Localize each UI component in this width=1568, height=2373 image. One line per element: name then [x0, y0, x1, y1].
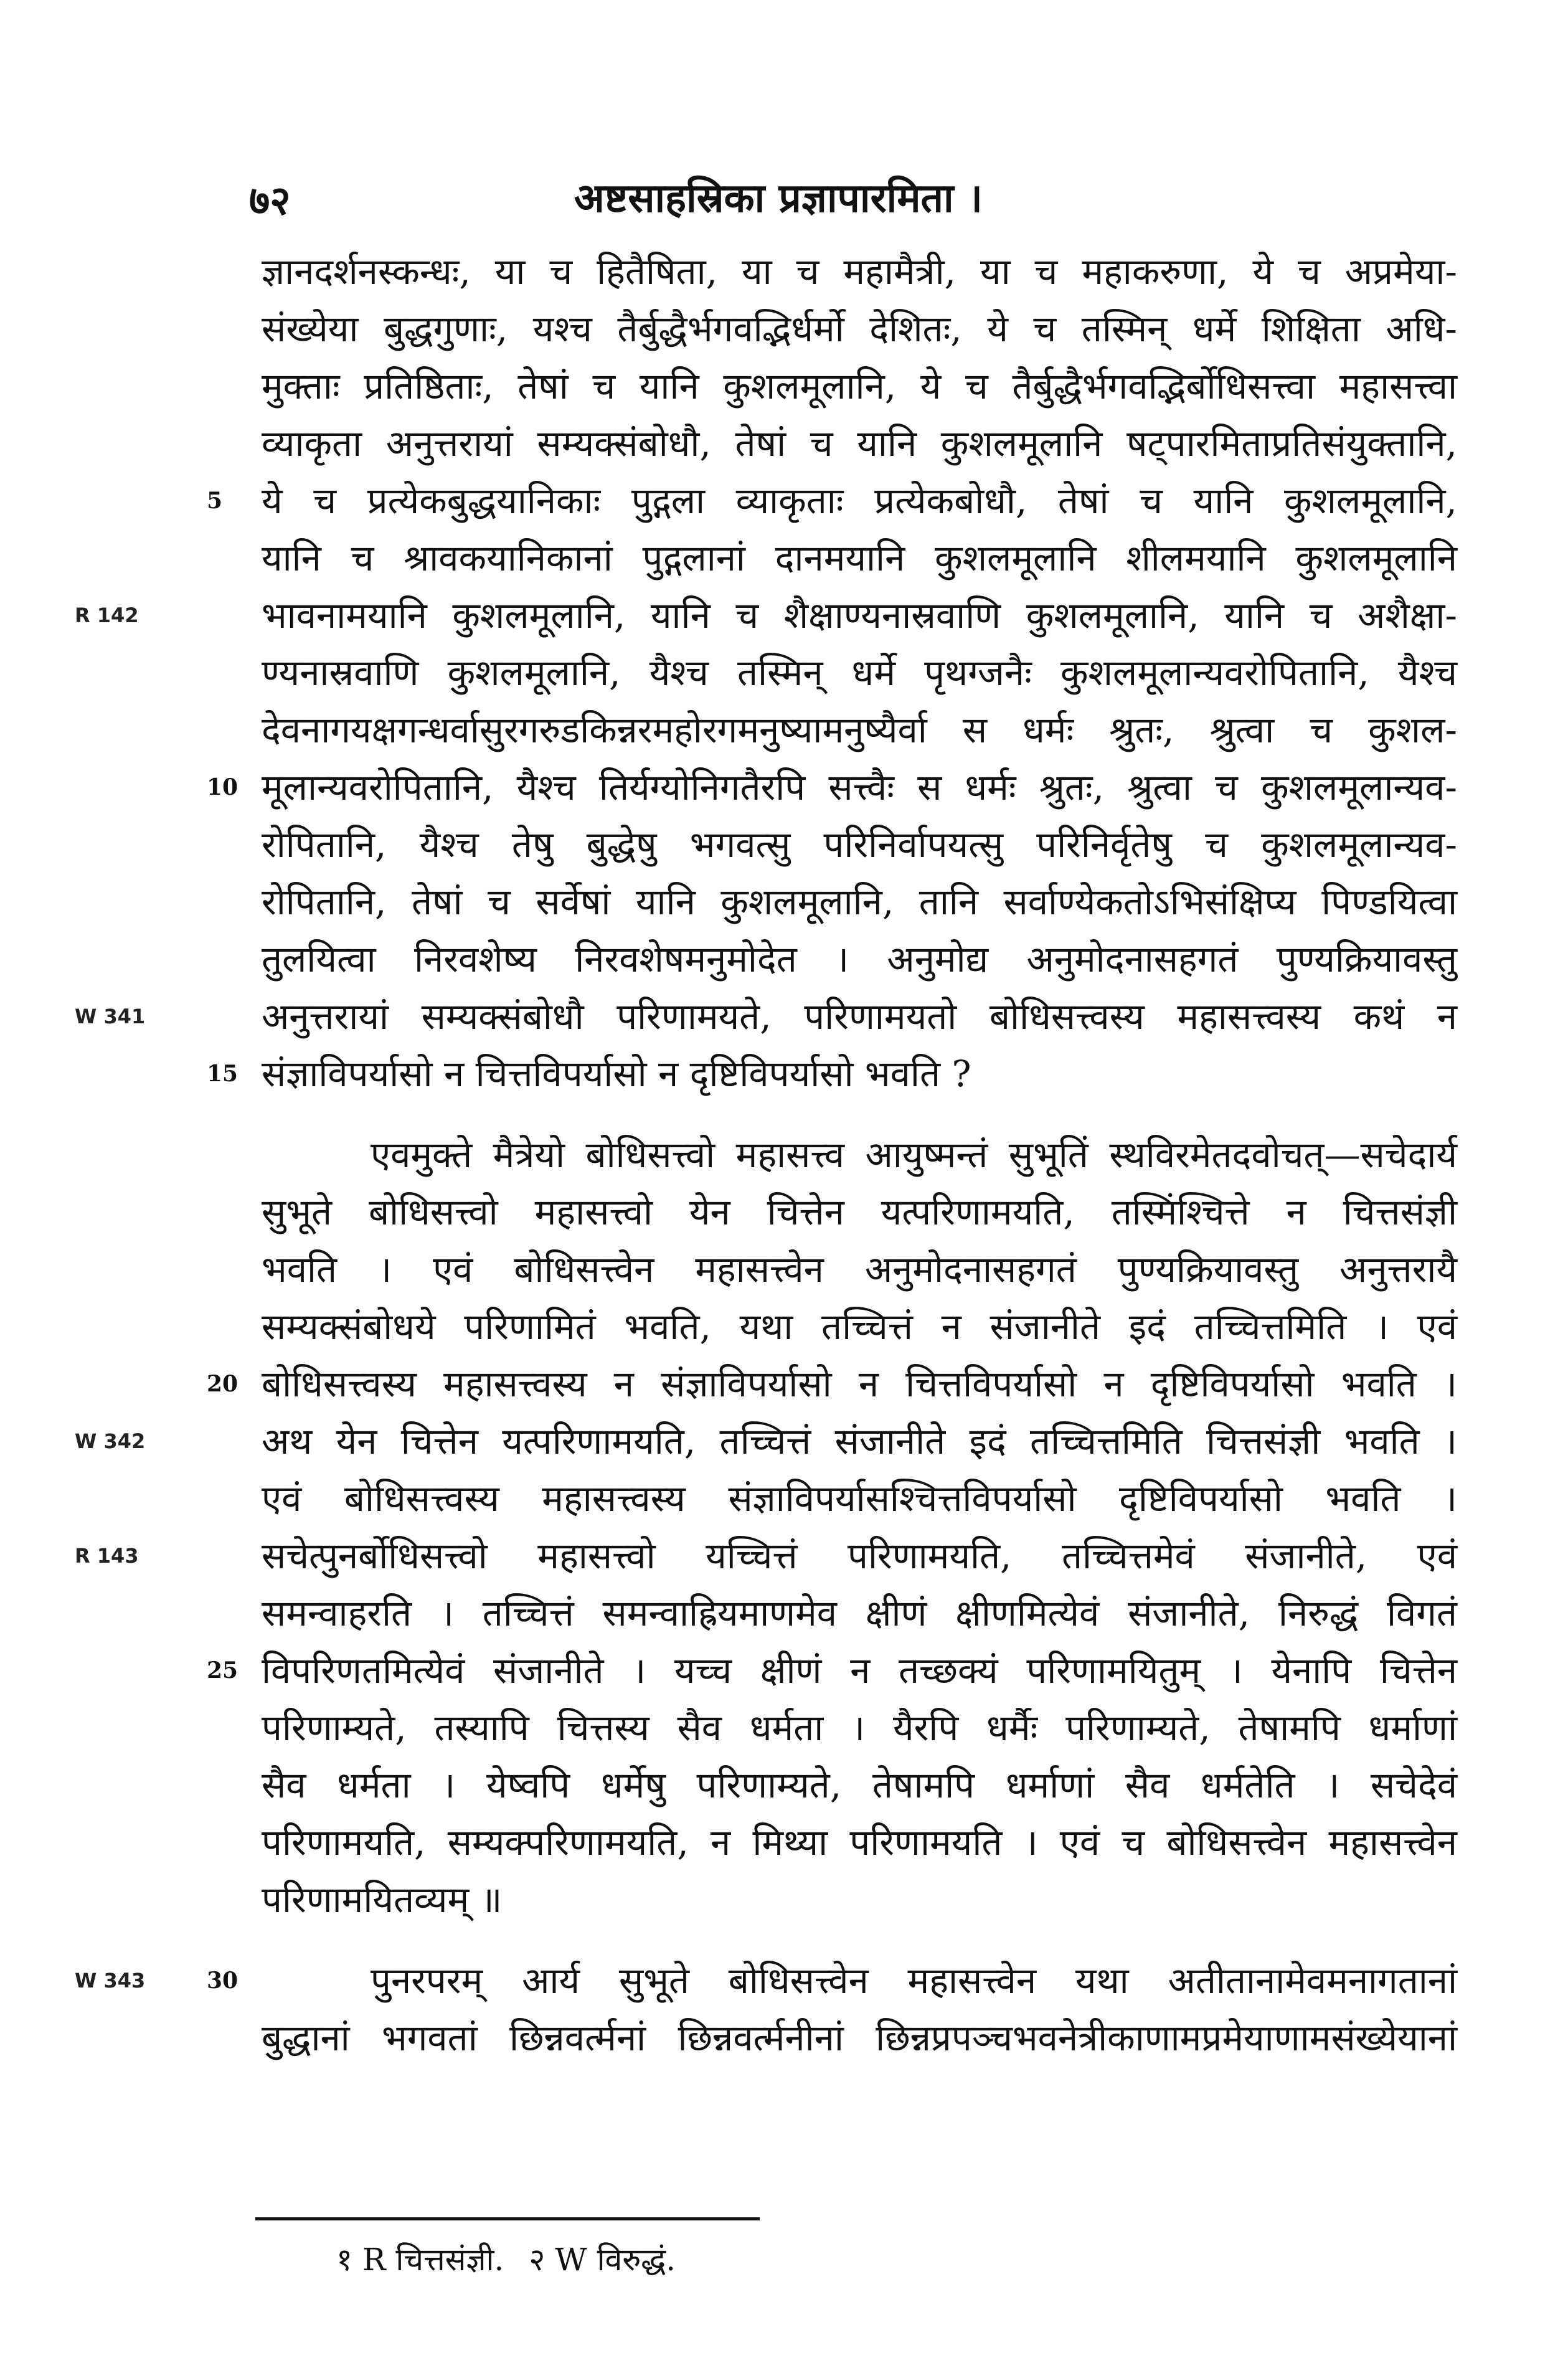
line-number: 10: [207, 774, 239, 800]
footnote: २ W विरुद्धं.: [529, 2242, 676, 2278]
line-text: एवमुक्ते मैत्रेयो बोधिसत्त्वो महासत्त्व आयुष्मन्तं सुभूतिं स्थविरमेतदवोचत्—सचेदार्य: [371, 1134, 1457, 1176]
line-text: भवति । एवं बोधिसत्त्वेन महासत्त्वेन अनुमोदनासहगतं पुण्यक्रियावस्तु अनुत्तरायै: [262, 1248, 1457, 1291]
text-line: [207, 1045, 1457, 1102]
line-number: 25: [207, 1657, 239, 1684]
text-line: [262, 1126, 1457, 1183]
text-line: [262, 529, 1457, 587]
line-text: परिणामयितव्यम् ॥: [262, 1878, 503, 1921]
text-line: [262, 1871, 1457, 1928]
line-text: मुक्ताः प्रतिष्ठिताः, तेषां च यानि कुशलमूलानि, ये च तैर्बुद्धैर्भगवद्भिर्बोधिसत्त्वा महासत्त्वा: [262, 365, 1457, 407]
line-text: परिणामयति, सम्यक्परिणामयति, न मिथ्या परिणामयति । एवं च बोधिसत्त्वेन महासत्त्वेन: [262, 1821, 1457, 1864]
text-line: [75, 988, 1457, 1045]
text-line: [262, 644, 1457, 701]
text-line: [75, 1527, 1457, 1584]
text-line: [262, 415, 1457, 472]
line-text: सैव धर्मता । येष्वपि धर्मेषु परिणाम्यते, तेषामपि धर्माणां सैव धर्मतेति । सचेदेवं: [262, 1764, 1457, 1806]
line-text: संज्ञाविपर्यासो न चित्तविपर्यासो न दृष्टिविपर्यासो भवति ?: [262, 1053, 971, 1095]
line-text: बोधिसत्त्वस्य महासत्त्वस्य न संज्ञाविपर्यासो न चित्तविपर्यासो न दृष्टिविपर्यासो भवति ।: [262, 1363, 1457, 1405]
line-text: ज्ञानदर्शनस्कन्धः, या च हितैषिता, या च महामैत्री, या च महाकरुणा, ये च अप्रमेया-: [262, 250, 1457, 293]
line-text: ये च प्रत्येकबुद्धयानिकाः पुद्गला व्याकृताः प्रत्येकबोधौ, तेषां च यानि कुशलमूलानि,: [262, 480, 1457, 522]
line-text: रोपितानि, तेषां च सर्वेषां यानि कुशलमूलानि, तानि सर्वाण्येकतोऽभिसंक्षिप्य पिण्डयित्वा: [262, 881, 1457, 923]
text-line: [262, 1756, 1457, 1814]
line-text: अथ येन चित्तेन यत्परिणामयति, तच्चित्तं संजानीते इदं तच्चित्तमिति चित्तसंज्ञी भवति ।: [262, 1420, 1457, 1462]
text-line: [75, 1952, 1457, 2009]
text-line: [207, 759, 1457, 816]
text-line: [262, 701, 1457, 759]
text-line: [262, 1241, 1457, 1298]
body-text: [75, 243, 1457, 2067]
line-text: तुलयित्वा निरवशेष्य निरवशेषमनुमोदेत । अनुमोद्य अनुमोदनासहगतं पुण्यक्रियावस्तु: [262, 938, 1457, 980]
line-text: व्याकृता अनुत्तरायां सम्यक्संबोधौ, तेषां च यानि कुशलमूलानि षट्पारमिताप्रतिसंयुक्तानि,: [262, 422, 1457, 465]
line-text: मूलान्यवरोपितानि, यैश्च तिर्यग्योनिगतैरपि सत्त्वैः स धर्मः श्रुतः, श्रुत्वा च कुशलमूलान्यव-: [262, 766, 1457, 808]
margin-reference: W 343: [75, 1969, 146, 1992]
line-text: पुनरपरम् आर्य सुभूते बोधिसत्त्वेन महासत्त्वेन यथा अतीतानामेवमनागतानां: [371, 1959, 1457, 2002]
line-text: अनुत्तरायां सम्यक्संबोधौ परिणामयते, परिणामयतो बोधिसत्त्वस्य महासत्त्वस्य कथं न: [262, 995, 1457, 1038]
text-line: [262, 931, 1457, 988]
text-line: [207, 1642, 1457, 1699]
page-number: ७२: [249, 178, 291, 224]
running-title: अष्टसाहस्रिका प्रज्ञापारमिता ।: [574, 175, 983, 222]
margin-reference: R 143: [75, 1544, 139, 1568]
line-number: 30: [207, 1968, 239, 1994]
line-text: देवनागयक्षगन्धर्वासुरगरुडकिन्नरमहोरगमनुष्यामनुष्यैर्वा स धर्मः श्रुतः, श्रुत्वा च कुशल-: [262, 709, 1457, 751]
text-line: [262, 1814, 1457, 1871]
footnotes: [336, 2237, 701, 2280]
text-line: [75, 1413, 1457, 1470]
text-line: [262, 1699, 1457, 1756]
footnote: १ R चित्तसंज्ञी.: [336, 2242, 504, 2278]
line-text: बुद्धानां भगवतां छिन्नवर्त्मनां छिन्नवर्त्मनीनां छिन्नप्रपञ्चभवनेत्रीकाणामप्रमेयाणामसंख्येयानां: [262, 2017, 1457, 2059]
text-line: [262, 1470, 1457, 1527]
margin-reference: W 341: [75, 1005, 146, 1028]
line-text: सचेत्पुनर्बोधिसत्त्वो महासत्त्वो यच्चित्तं परिणामयति, तच्चित्तमेवं संजानीते, एवं: [262, 1535, 1457, 1577]
line-number: 15: [207, 1061, 239, 1087]
line-text: परिणाम्यते, तस्यापि चित्तस्य सैव धर्मता । यैरपि धर्मैः परिणाम्यते, तेषामपि धर्माणां: [262, 1707, 1457, 1749]
line-number: 5: [207, 488, 223, 514]
line-text: ण्यनास्रवाणि कुशलमूलानि, यैश्च तस्मिन् धर्मे पृथग्जनैः कुशलमूलान्यवरोपितानि, यैश्च: [262, 651, 1457, 694]
line-text: विपरिणतमित्येवं संजानीते । यच्च क्षीणं न तच्छक्यं परिणामयितुम् । येनापि चित्तेन: [262, 1649, 1457, 1692]
text-line: [262, 300, 1457, 358]
text-line: [262, 358, 1457, 415]
line-text: एवं बोधिसत्त्वस्य महासत्त्वस्य संज्ञाविपर्यासश्चित्तविपर्यासो दृष्टिविपर्यासो भवति ।: [262, 1477, 1457, 1520]
text-line: [262, 816, 1457, 873]
line-text: संख्येया बुद्धगुणाः, यश्च तैर्बुद्धैर्भगवद्भिर्धर्मो देशितः, ये च तस्मिन् धर्मे शिक्षिता अधि-: [262, 308, 1457, 350]
footnote-rule: [255, 2217, 760, 2220]
margin-reference: W 342: [75, 1429, 146, 1453]
text-line: [262, 873, 1457, 931]
text-line: [262, 243, 1457, 300]
line-number: 20: [207, 1371, 239, 1397]
text-line: [262, 1183, 1457, 1241]
text-line: [262, 2009, 1457, 2067]
line-text: सुभूते बोधिसत्त्वो महासत्त्वो येन चित्तेन यत्परिणामयति, तस्मिंश्चित्ते न चित्तसंज्ञी: [262, 1191, 1457, 1233]
line-text: रोपितानि, यैश्च तेषु बुद्धेषु भगवत्सु परिनिर्वापयत्सु परिनिर्वृतेषु च कुशलमूलान्यव-: [262, 823, 1457, 866]
text-line: [262, 1298, 1457, 1355]
margin-reference: R 142: [75, 604, 139, 627]
text-line: [207, 472, 1457, 529]
line-text: यानि च श्रावकयानिकानां पुद्गलानां दानमयानि कुशलमूलानि शीलमयानि कुशलमूलानि: [262, 537, 1457, 579]
text-line: [262, 1584, 1457, 1642]
line-text: सम्यक्संबोधये परिणामितं भवति, यथा तच्चित्तं न संजानीते इदं तच्चित्तमिति । एवं: [262, 1305, 1457, 1348]
text-line: [75, 587, 1457, 644]
line-text: भावनामयानि कुशलमूलानि, यानि च शैक्षाण्यनास्रवाणि कुशलमूलानि, यानि च अशैक्षा-: [262, 594, 1457, 637]
text-line: [207, 1355, 1457, 1413]
line-text: समन्वाहरति । तच्चित्तं समन्वाह्रियमाणमेव क्षीणं क्षीणमित्येवं संजानीते, निरुद्धं विगतं: [262, 1592, 1457, 1634]
